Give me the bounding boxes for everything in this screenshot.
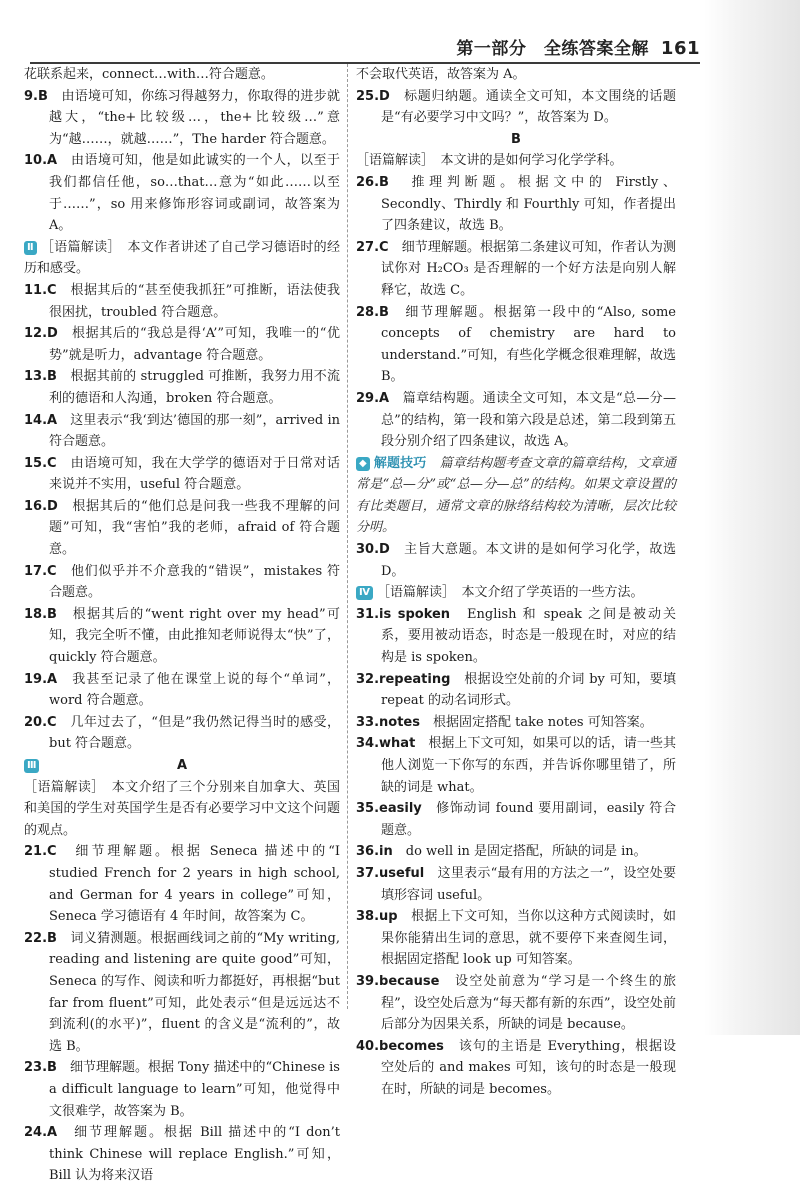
page-edge-shadow — [704, 0, 800, 1035]
answer-explanation: 篇章结构题。通读全文可知，本文是“总—分—总”的结构，第一段和第六段是总述，第二段到第五段分别介绍了四条建议，故选 A。 — [381, 390, 676, 450]
answer-explanation: 由语境可知，我在大学学的德语对于日常对话来说并不实用，useful 符合题意。 — [49, 455, 340, 493]
answer-explanation: 该句的主语是 Everything，根据设空处后的 and makes 可知，该句的时态是一般现在时，所缺的词是 becomes。 — [381, 1038, 676, 1097]
answer-explanation: 修饰动词 found 要用副词，easily 符合题意。 — [381, 801, 676, 838]
answer-item — [24, 669, 340, 712]
answer-explanation: 推理判断题。根据文中的 Firstly、Secondly、Thirdly 和 Fourthly 可知，作者提出了四条建议，故选 B。 — [381, 174, 676, 234]
answer-key: 40.becomes — [356, 1038, 444, 1054]
page-number: 161 — [660, 38, 700, 59]
left-column — [24, 64, 340, 1187]
passage-summary — [356, 582, 676, 604]
answer-item — [24, 712, 340, 755]
answer-explanation: 根据上下文可知，当你以这种方式阅读时，如果你能猜出生词的意思，就不要停下来查阅生词，根据固定搭配 look up 可知答案。 — [381, 909, 676, 968]
answer-key: 16.D — [24, 498, 58, 514]
answer-explanation: 根据其前的 struggled 可推断，我努力用不流利的德语和人沟通，broken 符合题意。 — [49, 369, 340, 406]
answer-key: 11.C — [24, 282, 57, 298]
answer-item — [356, 172, 676, 237]
answer-explanation: 这里表示“我‘到达’德国的那一刻”，arrived in 符合题意。 — [49, 412, 340, 450]
answer-explanation: 词义猜测题。根据画线词之前的“My writing, reading and listening are quite good”可知，Seneca 的写作、阅读和听力都挺好，再根据“but far from fluent”可知，此处表示“但是远远达不到流利(的水平)”，fluent 的含义是“流利的”，故选 B。 — [49, 930, 340, 1054]
answer-explanation: 设空处前意为“学习是一个终生的旅程”，设空处后意为“每天都有新的东西”，设空处前后部分为因果关系，所缺的词是 because。 — [381, 973, 676, 1033]
answer-item — [24, 366, 340, 409]
answer-key: 19.A — [24, 671, 58, 687]
tip-icon: ◆ — [356, 457, 370, 471]
answer-item — [356, 733, 676, 798]
answer-explanation: 这里表示“最有用的方法之一”，设空处要填形容词 useful。 — [381, 865, 676, 903]
section-title: 第一部分 全练答案全解 — [456, 39, 649, 59]
answer-key: 39.because — [356, 973, 440, 989]
answer-item — [24, 928, 340, 1058]
answer-key: 23.B — [24, 1060, 57, 1076]
page-header — [30, 28, 700, 64]
answer-explanation: 根据设空处前的介词 by 可知，要填 repeat 的动名词形式。 — [381, 671, 676, 709]
passage-summary — [24, 237, 340, 280]
tip-label-text: 解题技巧 — [373, 455, 427, 471]
answer-key: 26.B — [356, 174, 389, 190]
answer-explanation: 根据上下文可知，如果可以的话，请一些其他人浏览一下你写的东西，并告诉你哪里错了，所缺的词是 what。 — [381, 736, 676, 795]
section-badge: Ⅳ — [356, 586, 373, 600]
section-heading-row — [24, 755, 340, 777]
answer-key: 9.B — [24, 88, 48, 104]
answer-item — [24, 496, 340, 561]
answer-key: 20.C — [24, 714, 57, 730]
answer-item — [24, 323, 340, 366]
answer-item — [356, 388, 676, 453]
answer-key: 38.up — [356, 909, 398, 925]
answer-item — [24, 410, 340, 453]
answer-item — [356, 798, 676, 841]
answer-key: 18.B — [24, 606, 57, 622]
answer-key: 14.A — [24, 412, 58, 428]
section-badge: Ⅲ — [24, 759, 39, 773]
answer-explanation: 根据其后的“我总是得‘A’”可知，我唯一的“优势”就是听力，advantage 符合题意。 — [49, 326, 340, 363]
answer-key: 28.B — [356, 304, 389, 320]
section-title-letter: B — [511, 131, 521, 147]
answer-key: 15.C — [24, 455, 57, 471]
answer-item — [356, 1036, 676, 1101]
answer-explanation: 细节理解题。根据第一段中的“Also, some concepts of chemistry are hard to understand.”可知，有些化学概念很难理解，故选 B。 — [381, 304, 676, 385]
answer-explanation: 由语境可知，他是如此诚实的一个人，以至于我们都信任他，so…that…意为“如此……以至于……”，so 用来修饰形容词或副词，故答案为 A。 — [49, 153, 340, 234]
answer-explanation: 标题归纳题。通读全文可知，本文围绕的话题是“有必要学习中文吗？”，故答案为 D。 — [381, 88, 676, 126]
section-title-letter: A — [176, 758, 188, 773]
answer-key: 32.repeating — [356, 671, 451, 687]
answer-explanation: English 和 speak 之间是被动关系，要用被动语态，时态是一般现在时，对应的结构是 is spoken。 — [381, 606, 676, 666]
answer-key: 12.D — [24, 326, 58, 342]
answer-item — [356, 712, 676, 734]
answer-explanation: 细节理解题。根据 Bill 描述中的“I don’t think Chinese will replace English.”可知，Bill 认为将来汉语 — [49, 1125, 340, 1184]
answer-explanation: 几年过去了，“但是”我仍然记得当时的感受，but 符合题意。 — [49, 714, 340, 752]
answer-explanation: 主旨大意题。本文讲的是如何学习化学，故选 D。 — [381, 542, 676, 579]
answer-item — [24, 561, 340, 604]
answer-explanation: 细节理解题。根据 Seneca 描述中的“I studied French for 2 years in high school, and German for 4 years in college”可知，Seneca 学习德语有 4 年时间，故答案为 C。 — [49, 844, 340, 925]
answer-item — [24, 86, 340, 151]
answer-explanation: 根据其后的“甚至使我抓狂”可推断，语法使我很困扰，troubled 符合题意。 — [49, 282, 340, 320]
answer-key: 33.notes — [356, 714, 420, 730]
answer-key: 34.what — [356, 736, 416, 752]
answer-item — [356, 604, 676, 669]
answer-key: 36.in — [356, 844, 393, 860]
answer-item — [356, 841, 676, 863]
tip-box — [356, 453, 676, 539]
answer-key: 27.C — [356, 239, 389, 255]
answer-continuation: 不会取代英语，故答案为 A。 — [356, 67, 526, 82]
answer-item — [24, 841, 340, 927]
running-title — [456, 34, 700, 62]
answer-explanation: do well in 是固定搭配，所缺的词是 in。 — [405, 844, 647, 860]
answer-item — [24, 150, 340, 236]
column-divider — [347, 64, 348, 1009]
passage-summary-text: ［语篇解读］ 本文作者讲述了自己学习德语时的经历和感受。 — [24, 239, 340, 277]
answer-item — [356, 539, 676, 582]
tip-label — [356, 456, 426, 471]
answer-item — [24, 453, 340, 496]
answer-key: 21.C — [24, 844, 57, 860]
answer-item — [356, 906, 676, 971]
answer-key: 24.A — [24, 1125, 58, 1141]
answer-key: 25.D — [356, 88, 390, 104]
answer-item — [356, 86, 676, 129]
tip-text: 篇章结构题考查文章的篇章结构，文章通常是“总—分”或“总—分—总”的结构。如果文章设置的有比类题目，通常文章的脉络结构较为清晰，层次比较分明。 — [356, 455, 676, 536]
answer-item — [356, 971, 676, 1036]
right-column — [356, 64, 676, 1101]
answer-key: 22.B — [24, 930, 57, 946]
answer-item — [24, 604, 340, 669]
answer-explanation: 由语境可知，你练习得越努力，你取得的进步就越大，“the+比较级…，the+比较级…”意为“越……，就越……”，The harder 符合题意。 — [49, 88, 340, 147]
answer-explanation: 我甚至记录了他在课堂上说的每个“单词”，word 符合题意。 — [49, 671, 340, 709]
answer-key: 30.D — [356, 542, 390, 558]
answer-item — [356, 669, 676, 712]
answer-key: 10.A — [24, 153, 58, 169]
answer-item — [356, 302, 676, 388]
answer-key: 13.B — [24, 369, 57, 385]
answer-explanation: 细节理解题。根据第二条建议可知，作者认为测试你对 H₂CO₃ 是否理解的一个好方法是向别人解释它，故选 C。 — [381, 239, 676, 298]
passage-summary: ［语篇解读］ 本文介绍了三个分别来自加拿大、英国和美国的学生对英国学生是否有必要学习中文这个问题的观点。 — [24, 779, 340, 838]
answer-key: 17.C — [24, 563, 57, 579]
answer-key: 35.easily — [356, 801, 422, 817]
answer-item — [356, 863, 676, 906]
passage-summary-text: ［语篇解读］ 本文介绍了学英语的一些方法。 — [377, 585, 644, 601]
answer-item — [24, 1057, 340, 1122]
passage-summary: ［语篇解读］ 本文讲的是如何学习化学学科。 — [356, 153, 623, 169]
section-badge: Ⅱ — [24, 241, 37, 255]
answer-explanation: 根据其后的“went right over my head”可知，我完全听不懂，由此推知老师说得太“快”了，quickly 符合题意。 — [49, 606, 340, 666]
answer-key: 29.A — [356, 390, 390, 406]
answer-explanation: 他们似乎并不介意我的“错误”，mistakes 符合题意。 — [49, 563, 340, 601]
answer-item — [356, 237, 676, 302]
answer-continuation: 花联系起来，connect…with…符合题意。 — [24, 67, 274, 82]
answer-explanation: 根据固定搭配 take notes 可知答案。 — [433, 714, 653, 730]
answer-item — [24, 280, 340, 323]
answer-key: 31.is spoken — [356, 606, 451, 622]
answer-key: 37.useful — [356, 865, 425, 881]
answer-explanation: 根据其后的“他们总是问我一些我不理解的问题”可知，我“害怕”我的老师，afraid of 符合题意。 — [49, 498, 340, 558]
answer-item — [24, 1122, 340, 1187]
answer-explanation: 细节理解题。根据 Tony 描述中的“Chinese is a difficult language to learn”可知，他觉得中文很难学，故答案为 B。 — [49, 1060, 340, 1119]
